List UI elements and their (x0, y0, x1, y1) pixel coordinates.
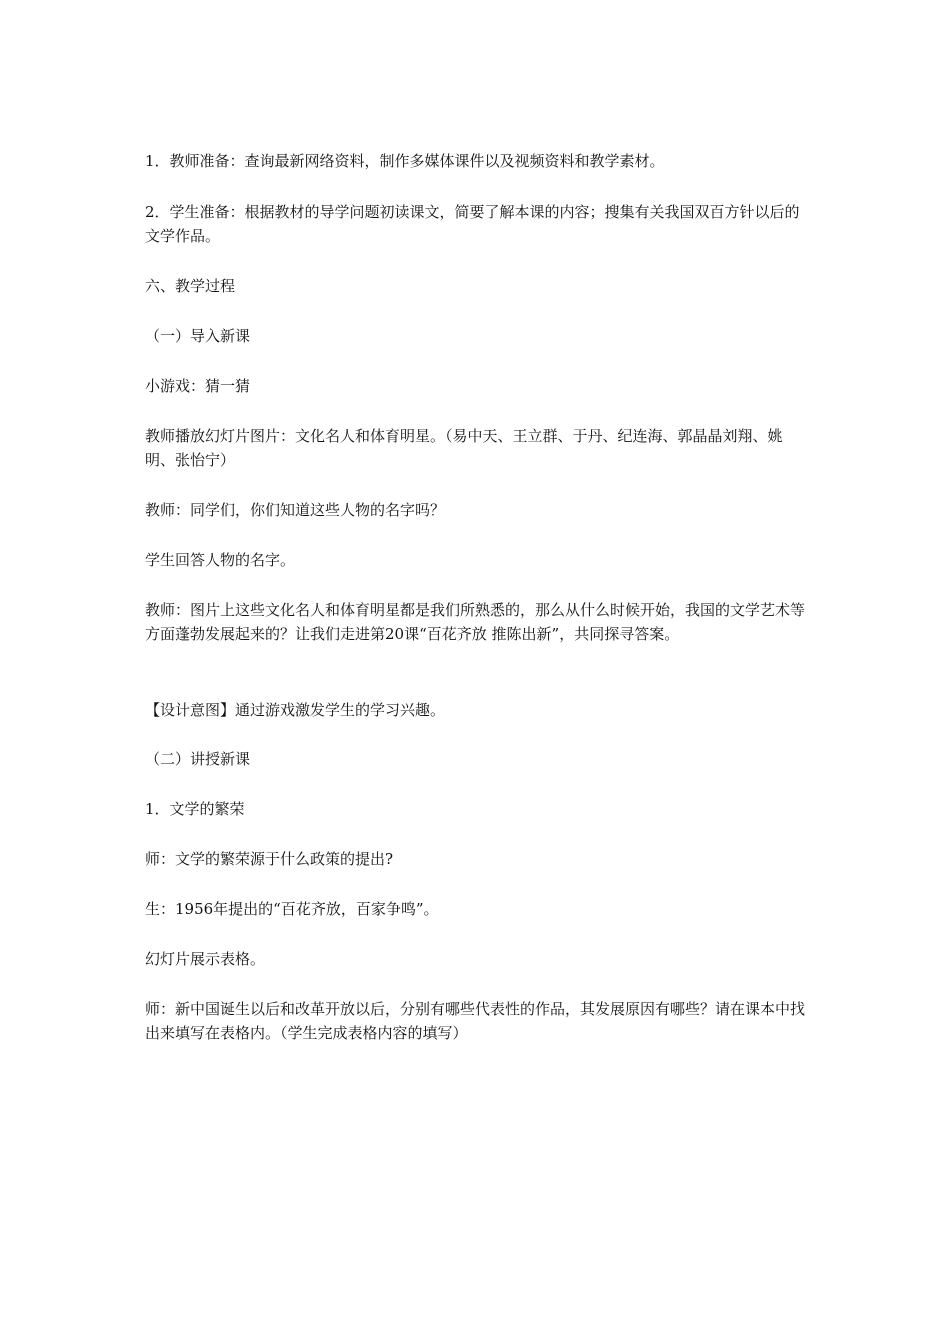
paragraph: 小游戏：猜一猜 (145, 377, 251, 395)
paragraph: 师：新中国诞生以后和改革开放以后，分别有哪些代表性的作品，其发展原因有哪些？请在课本中找出来填写在表格内。（学生完成表格内容的填写） (145, 1000, 806, 1042)
subsection-heading: （一）导入新课 (145, 327, 251, 345)
subsection-heading: 1．文学的繁荣 (145, 800, 245, 818)
subsection-heading: （二）讲授新课 (145, 750, 251, 768)
paragraph: 教师播放幻灯片图片：文化名人和体育明星。（易中天、王立群、于丹、纪连海、郭晶晶刘翔、姚明、张怡宁） (145, 427, 783, 469)
paragraph: 学生回答人物的名字。 (145, 551, 296, 569)
design-intent-note: 【设计意图】通过游戏激发学生的学习兴趣。 (145, 701, 446, 719)
section-heading: 六、教学过程 (145, 277, 236, 295)
paragraph: 师：文学的繁荣源于什么政策的提出? (145, 850, 394, 868)
paragraph: 幻灯片展示表格。 (145, 950, 266, 968)
paragraph: 1．教师准备：查询最新网络资料，制作多媒体课件以及视频资料和教学素材。 (145, 152, 665, 170)
paragraph: 生：1956年提出的“百花齐放，百家争鸣”。 (145, 900, 439, 918)
paragraph: 教师：同学们，你们知道这些人物的名字吗？ (145, 501, 446, 519)
paragraph: 教师：图片上这些文化名人和体育明星都是我们所熟悉的，那么从什么时候开始，我国的文学艺术等方面蓬勃发展起来的？让我们走进第20课“百花齐放 推陈出新”，共同探寻答案。 (145, 601, 806, 643)
paragraph: 2．学生准备：根据教材的导学问题初读课文，简要了解本课的内容；搜集有关我国双百方针以后的文学作品。 (145, 203, 800, 245)
